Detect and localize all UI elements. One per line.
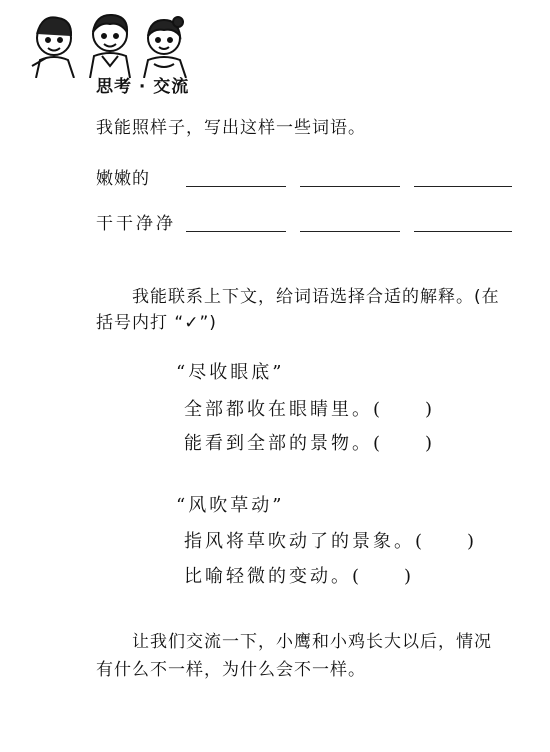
meaning-option[interactable]: 比喻轻微的变动。( ) — [184, 566, 415, 587]
answer-blank[interactable] — [300, 231, 400, 232]
three-children-icon — [28, 8, 193, 78]
word-row-label: 干干净净 — [96, 214, 176, 234]
answer-blank[interactable] — [414, 186, 512, 187]
answer-blank[interactable] — [300, 186, 400, 187]
answer-blank[interactable] — [186, 186, 286, 187]
exercise3-prompt: 让我们交流一下，小鹰和小鸡长大以后，情况 — [132, 632, 492, 652]
word-row-label: 嫩嫩的 — [96, 169, 150, 189]
exercise3-prompt: 有什么不一样，为什么会不一样。 — [96, 660, 366, 680]
exercise1-instruction: 我能照样子，写出这样一些词语。 — [96, 118, 366, 138]
meaning-option[interactable]: 能看到全部的景物。( ) — [184, 433, 436, 454]
meaning-option[interactable]: 全部都收在眼睛里。( ) — [184, 399, 436, 420]
idiom-word: “风吹草动” — [176, 495, 285, 516]
answer-blank[interactable] — [186, 231, 286, 232]
section-title: 思考 · 交流 — [96, 77, 190, 97]
idiom-word: “尽收眼底” — [176, 362, 285, 383]
exercise2-instruction: 括号内打 “✓”) — [96, 313, 217, 333]
meaning-option[interactable]: 指风将草吹动了的景象。( ) — [184, 531, 478, 552]
exercise2-instruction: 我能联系上下文，给词语选择合适的解释。(在 — [132, 287, 500, 307]
answer-blank[interactable] — [414, 231, 512, 232]
